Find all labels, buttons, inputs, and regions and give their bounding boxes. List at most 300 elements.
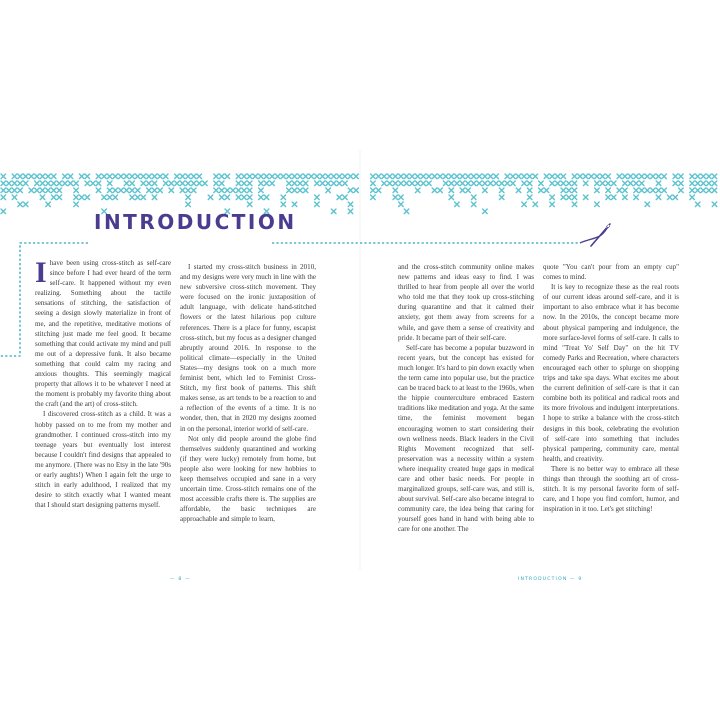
stitch-mark bbox=[186, 188, 191, 193]
stitch-mark bbox=[23, 181, 28, 186]
stitch-mark bbox=[152, 188, 157, 193]
stitch-mark bbox=[247, 174, 252, 179]
stitch-mark bbox=[606, 188, 611, 193]
stitch-mark bbox=[242, 195, 247, 200]
stitch-mark bbox=[673, 195, 678, 200]
stitch-mark bbox=[29, 174, 34, 179]
stitch-mark bbox=[572, 202, 577, 207]
text-column-3 bbox=[398, 262, 534, 548]
stitch-mark bbox=[152, 181, 157, 186]
stitch-mark bbox=[163, 174, 168, 179]
stitch-mark bbox=[404, 174, 409, 179]
stitch-mark bbox=[287, 174, 292, 179]
stitch-mark bbox=[527, 174, 532, 179]
stitch-mark bbox=[712, 181, 717, 186]
stitch-mark bbox=[679, 181, 684, 186]
stitch-mark bbox=[287, 181, 292, 186]
stitch-mark bbox=[12, 195, 17, 200]
stitch-mark bbox=[343, 181, 348, 186]
stitch-mark bbox=[74, 195, 79, 200]
stitch-mark bbox=[701, 181, 706, 186]
stitch-mark bbox=[343, 174, 348, 179]
stitch-mark bbox=[337, 195, 342, 200]
stitch-mark bbox=[561, 181, 566, 186]
stitch-mark bbox=[303, 181, 308, 186]
stitch-mark bbox=[331, 209, 336, 214]
stitch-mark bbox=[639, 174, 644, 179]
stitch-mark bbox=[186, 174, 191, 179]
stitch-mark bbox=[651, 174, 656, 179]
stitch-mark bbox=[113, 174, 118, 179]
stitch-mark bbox=[651, 188, 656, 193]
stitch-mark bbox=[208, 195, 213, 200]
stitch-mark bbox=[242, 174, 247, 179]
stitch-mark bbox=[662, 188, 667, 193]
stitch-mark bbox=[539, 181, 544, 186]
stitch-mark bbox=[550, 202, 555, 207]
stitch-mark bbox=[35, 188, 40, 193]
stitch-mark bbox=[483, 181, 488, 186]
stitch-mark bbox=[63, 174, 68, 179]
stitch-mark bbox=[471, 174, 476, 179]
stitch-mark bbox=[393, 195, 398, 200]
paragraph bbox=[35, 258, 171, 409]
stitch-mark bbox=[348, 202, 353, 207]
stitch-mark bbox=[236, 188, 241, 193]
stitch-mark bbox=[477, 174, 482, 179]
stitch-mark bbox=[242, 188, 247, 193]
stitch-mark bbox=[331, 174, 336, 179]
stitch-mark bbox=[516, 188, 521, 193]
page-number-left: — 8 — bbox=[170, 577, 191, 582]
stitch-mark bbox=[690, 195, 695, 200]
stitch-mark bbox=[628, 181, 633, 186]
stitch-mark bbox=[18, 188, 23, 193]
stitch-mark bbox=[404, 209, 409, 214]
stitch-mark bbox=[79, 174, 84, 179]
stitch-mark bbox=[214, 188, 219, 193]
stitch-mark bbox=[662, 174, 667, 179]
stitch-mark bbox=[40, 195, 45, 200]
stitch-mark bbox=[382, 181, 387, 186]
stitch-mark bbox=[712, 174, 717, 179]
stitch-mark bbox=[46, 181, 51, 186]
stitch-mark bbox=[443, 174, 448, 179]
stitch-mark bbox=[40, 188, 45, 193]
stitch-mark bbox=[522, 174, 527, 179]
text-column-4 bbox=[543, 262, 679, 548]
stitch-mark bbox=[460, 174, 465, 179]
stitch-mark bbox=[611, 181, 616, 186]
stitch-mark bbox=[488, 181, 493, 186]
stitch-mark bbox=[623, 174, 628, 179]
stitch-mark bbox=[555, 174, 560, 179]
stitch-mark bbox=[247, 181, 252, 186]
stitch-mark bbox=[303, 188, 308, 193]
stitch-mark bbox=[124, 174, 129, 179]
stitch-mark bbox=[494, 174, 499, 179]
stitch-mark bbox=[40, 174, 45, 179]
paragraph: and the cross-stitch community online makes new patterns and ideas easy to find. I was thrilled to hear from people all over the world who told me that they took up cross-stitching during quarantine and that it calmed their anxiety, got them away from screens for a while, and gave them a sense of creativity and pride. It became part of their self-care. bbox=[398, 263, 534, 342]
page-title: INTRODUCTION bbox=[94, 210, 297, 234]
stitch-mark bbox=[141, 174, 146, 179]
stitch-mark bbox=[270, 174, 275, 179]
stitch-mark bbox=[343, 195, 348, 200]
stitch-mark bbox=[203, 181, 208, 186]
stitch-mark bbox=[35, 181, 40, 186]
stitch-mark bbox=[147, 181, 152, 186]
stitch-mark bbox=[606, 195, 611, 200]
stitch-mark bbox=[152, 174, 157, 179]
stitch-mark bbox=[371, 181, 376, 186]
stitch-mark bbox=[712, 188, 717, 193]
stitch-mark bbox=[253, 174, 258, 179]
stitch-mark bbox=[673, 181, 678, 186]
stitch-mark bbox=[455, 174, 460, 179]
stitch-mark bbox=[102, 195, 107, 200]
stitch-mark bbox=[527, 188, 532, 193]
stitch-mark bbox=[438, 174, 443, 179]
stitch-mark bbox=[634, 188, 639, 193]
stitch-mark bbox=[371, 195, 376, 200]
stitch-mark bbox=[443, 181, 448, 186]
stitch-mark bbox=[96, 181, 101, 186]
stitch-mark bbox=[63, 181, 68, 186]
stitch-mark bbox=[399, 174, 404, 179]
stitch-mark bbox=[46, 174, 51, 179]
stitch-mark bbox=[180, 174, 185, 179]
stitch-mark bbox=[169, 181, 174, 186]
stitch-mark bbox=[578, 174, 583, 179]
stitch-mark bbox=[421, 181, 426, 186]
stitch-mark bbox=[51, 181, 56, 186]
stitch-mark bbox=[561, 174, 566, 179]
stitch-mark bbox=[107, 188, 112, 193]
stitch-mark bbox=[186, 195, 191, 200]
stitch-mark bbox=[12, 181, 17, 186]
stitch-mark bbox=[415, 174, 420, 179]
stitch-mark bbox=[337, 174, 342, 179]
stitch-mark bbox=[595, 181, 600, 186]
stitch-mark bbox=[74, 188, 79, 193]
stitch-mark bbox=[544, 174, 549, 179]
stitch-mark bbox=[533, 202, 538, 207]
stitch-mark bbox=[35, 174, 40, 179]
stitch-mark bbox=[130, 188, 135, 193]
stitch-mark bbox=[292, 188, 297, 193]
stitch-mark bbox=[119, 188, 124, 193]
stitch-mark bbox=[623, 195, 628, 200]
stitch-mark bbox=[7, 188, 12, 193]
stitch-mark bbox=[29, 188, 34, 193]
stitch-mark bbox=[527, 195, 532, 200]
stitch-mark bbox=[85, 181, 90, 186]
stitch-mark bbox=[634, 174, 639, 179]
text-column-1 bbox=[35, 258, 171, 550]
stitch-mark bbox=[326, 188, 331, 193]
stitch-mark bbox=[1, 209, 6, 214]
stitch-mark bbox=[236, 195, 241, 200]
stitch-mark bbox=[511, 174, 516, 179]
needle-and-thread-icon bbox=[576, 216, 616, 250]
paragraph: quote "You can't pour from an empty cup" comes to mind. bbox=[543, 263, 679, 282]
stitch-mark bbox=[287, 188, 292, 193]
stitch-mark bbox=[550, 181, 555, 186]
stitch-mark bbox=[96, 188, 101, 193]
stitch-mark bbox=[712, 202, 717, 207]
stitch-mark bbox=[186, 202, 191, 207]
stitch-mark bbox=[572, 195, 577, 200]
stitch-mark bbox=[163, 181, 168, 186]
stitch-mark bbox=[326, 181, 331, 186]
stitch-mark bbox=[236, 174, 241, 179]
stitch-mark bbox=[219, 195, 224, 200]
stitch-mark bbox=[326, 174, 331, 179]
stitch-mark bbox=[488, 174, 493, 179]
stitch-mark bbox=[281, 195, 286, 200]
stitch-mark bbox=[483, 188, 488, 193]
stitch-mark bbox=[124, 181, 129, 186]
stitch-mark bbox=[606, 174, 611, 179]
stitch-mark bbox=[158, 174, 163, 179]
stitch-mark bbox=[499, 188, 504, 193]
stitch-mark bbox=[707, 181, 712, 186]
stitch-mark bbox=[1, 174, 6, 179]
stitch-mark bbox=[259, 181, 264, 186]
stitch-mark bbox=[471, 195, 476, 200]
stitch-mark bbox=[449, 188, 454, 193]
stitch-mark bbox=[113, 195, 118, 200]
stitch-mark bbox=[23, 202, 28, 207]
stitch-mark bbox=[561, 188, 566, 193]
stitch-mark bbox=[617, 188, 622, 193]
stitch-mark bbox=[264, 195, 269, 200]
stitch-mark bbox=[298, 181, 303, 186]
stitch-mark bbox=[449, 174, 454, 179]
stitch-mark bbox=[399, 202, 404, 207]
stitch-mark bbox=[169, 188, 174, 193]
stitch-mark bbox=[354, 188, 359, 193]
stitch-mark bbox=[275, 174, 280, 179]
stitch-mark bbox=[595, 174, 600, 179]
stitch-mark bbox=[499, 195, 504, 200]
stitch-mark bbox=[57, 188, 62, 193]
stitch-mark bbox=[449, 181, 454, 186]
stitch-mark bbox=[175, 181, 180, 186]
stitch-mark bbox=[623, 181, 628, 186]
stitch-mark bbox=[320, 174, 325, 179]
stitch-mark bbox=[130, 181, 135, 186]
stitch-mark bbox=[46, 202, 51, 207]
stitch-mark bbox=[259, 174, 264, 179]
stitch-mark bbox=[281, 174, 286, 179]
stitch-mark bbox=[225, 188, 230, 193]
stitch-mark bbox=[376, 188, 381, 193]
stitch-mark bbox=[466, 174, 471, 179]
paragraph: Not only did people around the globe find themselves suddenly quarantined and working (if they were lucky) remotely from home, but people also were looking for new hobbies to keep themselves occupied and sane in a very uncertain time. Cross-stitch remains one of the most accessible crafts there is. The supplies are affordable, the basic techniques are approachable and simple to learn, bbox=[180, 434, 316, 524]
stitch-mark bbox=[695, 188, 700, 193]
stitch-mark bbox=[107, 174, 112, 179]
stitch-mark bbox=[527, 181, 532, 186]
stitch-mark bbox=[550, 195, 555, 200]
stitch-mark bbox=[68, 174, 73, 179]
stitch-mark bbox=[18, 202, 23, 207]
stitch-mark bbox=[432, 188, 437, 193]
stitch-mark bbox=[679, 174, 684, 179]
stitch-mark bbox=[292, 202, 297, 207]
stitch-mark bbox=[315, 195, 320, 200]
stitch-mark bbox=[107, 195, 112, 200]
stitch-mark bbox=[236, 181, 241, 186]
stitch-mark bbox=[264, 181, 269, 186]
paragraph: Self-care has become a popular buzzword in recent years, but the concept has existed for much longer. It's hard to pin down exactly when the term came into popular use, but the practice can be traced back to at least to the 1960s, when the hippie counterculture embraced Eastern traditions like meditation and yoga. At the same time, the feminist movement began encouraging women to start considering their own wellness needs. Black leaders in the Civil Rights Movement recognized that self-preservation was a necessity within a system where inequality created huge gaps in medical care and other basic needs. For people in marginalized groups, self-care was, and still is, about survival. Self-care also became integral to community care, the idea being that caring for yourself goes hand in hand with being able to care for one another. The bbox=[398, 343, 534, 534]
stitch-mark bbox=[96, 174, 101, 179]
stitch-mark bbox=[539, 188, 544, 193]
stitch-mark bbox=[315, 202, 320, 207]
stitch-mark bbox=[516, 174, 521, 179]
stitch-mark bbox=[583, 181, 588, 186]
stitch-mark bbox=[12, 174, 17, 179]
stitch-mark bbox=[231, 188, 236, 193]
stitch-mark bbox=[303, 174, 308, 179]
stitch-mark bbox=[371, 174, 376, 179]
stitch-mark bbox=[499, 181, 504, 186]
stitch-mark bbox=[376, 174, 381, 179]
stitch-mark bbox=[315, 174, 320, 179]
stitch-mark bbox=[701, 174, 706, 179]
stitch-mark bbox=[567, 195, 572, 200]
stitch-mark bbox=[623, 188, 628, 193]
stitch-mark bbox=[701, 188, 706, 193]
stitch-mark bbox=[175, 174, 180, 179]
stitch-mark bbox=[387, 181, 392, 186]
stitch-mark bbox=[298, 188, 303, 193]
stitch-mark bbox=[102, 174, 107, 179]
stitch-mark bbox=[354, 174, 359, 179]
stitch-mark bbox=[567, 188, 572, 193]
stitch-mark bbox=[455, 181, 460, 186]
stitch-mark bbox=[68, 181, 73, 186]
stitch-mark bbox=[242, 181, 247, 186]
stitch-mark bbox=[91, 181, 96, 186]
stitch-mark bbox=[57, 195, 62, 200]
stitch-mark bbox=[7, 181, 12, 186]
stitch-mark bbox=[152, 195, 157, 200]
stitch-mark bbox=[410, 181, 415, 186]
stitch-mark bbox=[690, 188, 695, 193]
stitch-mark bbox=[695, 202, 700, 207]
stitch-mark bbox=[460, 188, 465, 193]
stitch-mark bbox=[371, 188, 376, 193]
stitch-mark bbox=[141, 195, 146, 200]
stitch-mark bbox=[466, 181, 471, 186]
drop-cap: I bbox=[35, 258, 47, 289]
stitch-mark bbox=[180, 188, 185, 193]
stitch-mark bbox=[399, 195, 404, 200]
stitch-mark bbox=[348, 209, 353, 214]
stitch-mark bbox=[135, 188, 140, 193]
stitch-mark bbox=[147, 174, 152, 179]
stitch-mark bbox=[219, 174, 224, 179]
stitch-mark bbox=[191, 181, 196, 186]
stitch-mark bbox=[259, 188, 264, 193]
stitch-mark bbox=[18, 181, 23, 186]
stitch-mark bbox=[707, 188, 712, 193]
stitch-mark bbox=[572, 174, 577, 179]
stitch-mark bbox=[74, 181, 79, 186]
stitch-mark bbox=[298, 174, 303, 179]
stitch-mark bbox=[438, 188, 443, 193]
stitch-mark bbox=[600, 174, 605, 179]
stitch-mark bbox=[656, 174, 661, 179]
stitch-mark bbox=[191, 174, 196, 179]
stitch-mark bbox=[292, 181, 297, 186]
stitch-mark bbox=[270, 181, 275, 186]
stitch-mark bbox=[634, 181, 639, 186]
stitch-mark bbox=[393, 181, 398, 186]
stitch-mark bbox=[483, 174, 488, 179]
stitch-mark bbox=[309, 174, 314, 179]
stitch-mark bbox=[219, 188, 224, 193]
stitch-mark bbox=[471, 181, 476, 186]
paragraph: There is no better way to embrace all these things than through the soothing art of cross-stitch. It is my personal favorite form of self-care, and I hope you find comfort, humor, and inspiration in it too. Let's get stitching! bbox=[543, 464, 679, 514]
stitch-mark bbox=[399, 181, 404, 186]
stitch-mark bbox=[46, 188, 51, 193]
stitch-mark bbox=[1, 181, 6, 186]
stitch-mark bbox=[415, 181, 420, 186]
stitch-mark bbox=[634, 195, 639, 200]
stitch-mark bbox=[656, 181, 661, 186]
stitch-mark bbox=[707, 174, 712, 179]
stitch-mark bbox=[583, 174, 588, 179]
stitch-mark bbox=[656, 195, 661, 200]
stitch-mark bbox=[85, 174, 90, 179]
stitch-mark bbox=[130, 195, 135, 200]
stitch-mark bbox=[51, 174, 56, 179]
stitch-mark bbox=[124, 188, 129, 193]
stitch-mark bbox=[247, 188, 252, 193]
stitch-mark bbox=[550, 174, 555, 179]
stitch-mark bbox=[494, 181, 499, 186]
stitch-mark bbox=[505, 174, 510, 179]
stitch-mark bbox=[180, 181, 185, 186]
stitch-mark bbox=[130, 174, 135, 179]
stitch-mark bbox=[320, 181, 325, 186]
stitch-mark bbox=[460, 181, 465, 186]
stitch-mark bbox=[197, 181, 202, 186]
stitch-mark bbox=[421, 174, 426, 179]
stitch-mark bbox=[18, 174, 23, 179]
stitch-mark bbox=[471, 202, 476, 207]
stitch-mark bbox=[281, 202, 286, 207]
stitch-mark bbox=[600, 181, 605, 186]
stitch-mark bbox=[191, 188, 196, 193]
stitch-mark bbox=[695, 181, 700, 186]
stitch-mark bbox=[264, 174, 269, 179]
stitch-mark bbox=[645, 202, 650, 207]
stitch-mark bbox=[477, 181, 482, 186]
stitch-mark bbox=[348, 188, 353, 193]
paragraph: I discovered cross-stitch as a child. It was a hobby passed on to me from my mother and grandmother. I continued cross-stitch into my teenage years but eventually lost interest because I couldn't find designs that appealed to me anymore. (There was no Etsy in the late '90s or early aughts!) When I again felt the urge to stitch in early adulthood, I realized that my desire to stitch exactly what I wanted meant that I should start designing patterns myself. bbox=[35, 410, 171, 510]
stitch-mark bbox=[348, 174, 353, 179]
stitch-mark bbox=[315, 181, 320, 186]
stitch-mark bbox=[483, 209, 488, 214]
stitch-mark bbox=[544, 188, 549, 193]
stitch-mark bbox=[119, 174, 124, 179]
stitch-mark bbox=[141, 181, 146, 186]
stitch-mark bbox=[583, 195, 588, 200]
stitch-mark bbox=[113, 188, 118, 193]
